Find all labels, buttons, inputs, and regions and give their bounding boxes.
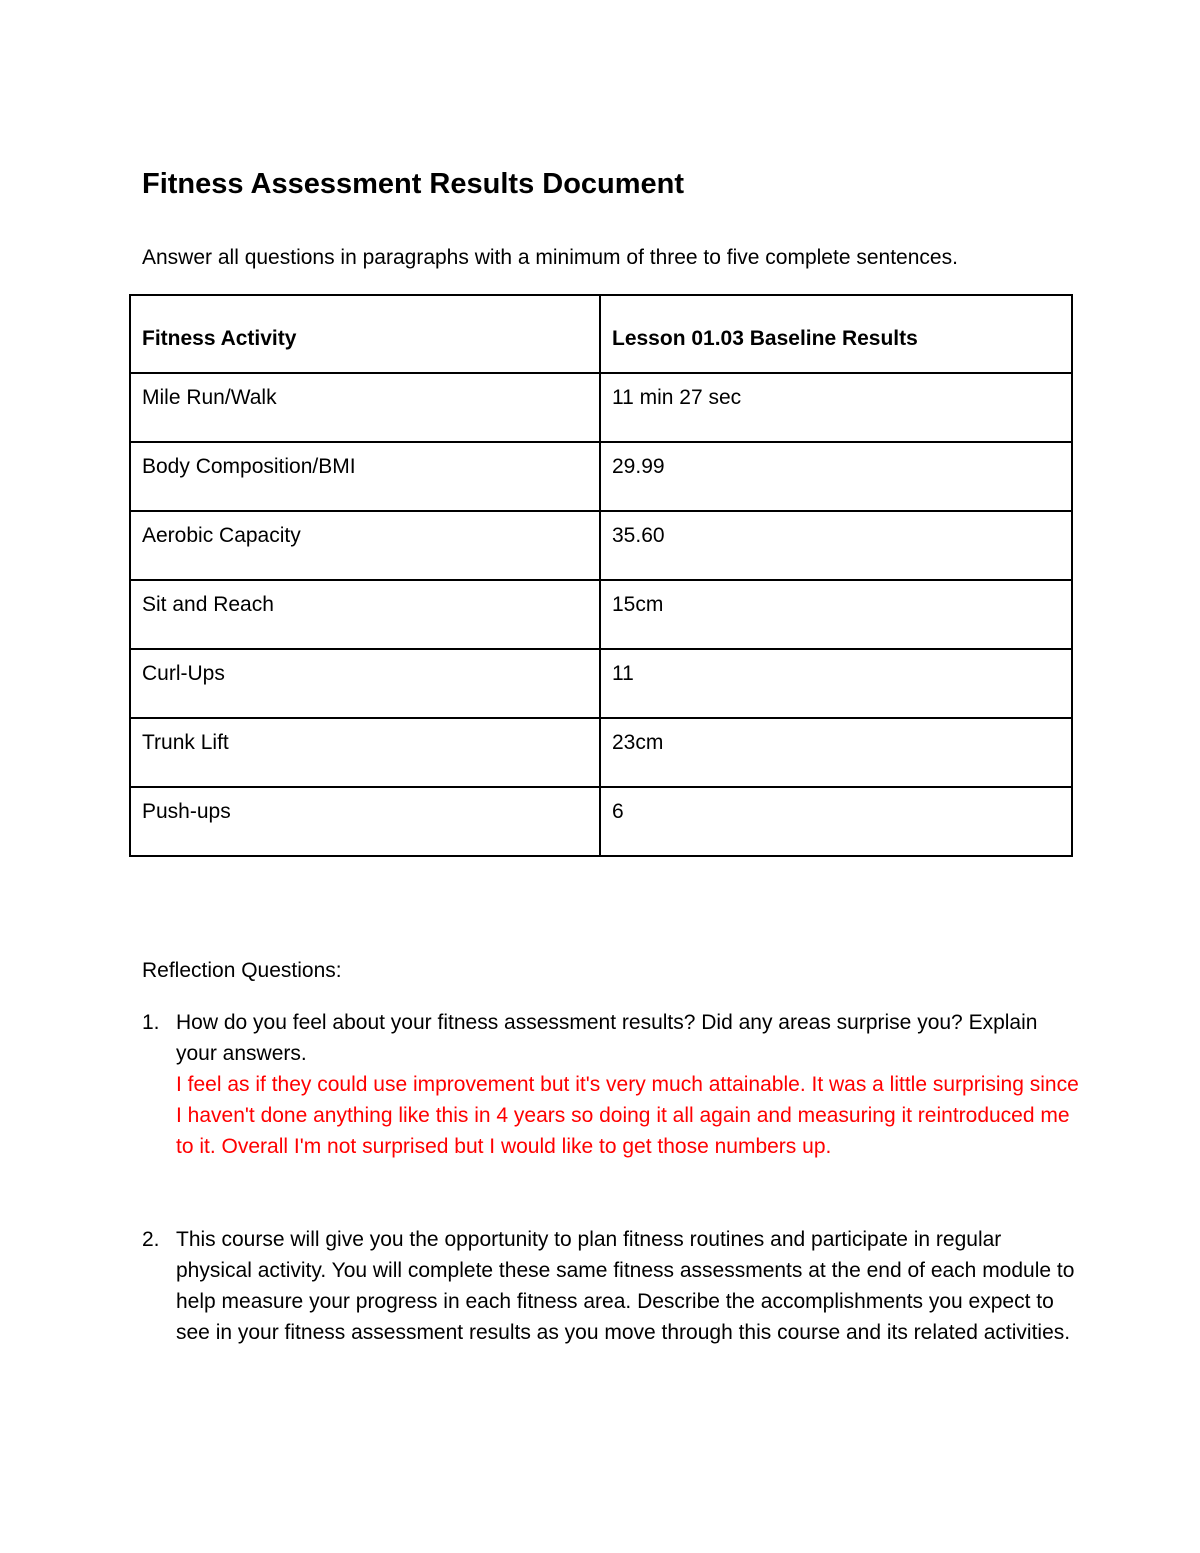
question-number: 2. xyxy=(142,1228,160,1251)
result-cell: 11 min 27 sec xyxy=(600,373,1072,442)
header-baseline-results: Lesson 01.03 Baseline Results xyxy=(600,295,1072,373)
table-row xyxy=(130,373,1072,442)
question-number: 1. xyxy=(142,1011,160,1034)
activity-cell: Aerobic Capacity xyxy=(130,511,600,580)
activity-cell: Body Composition/BMI xyxy=(130,442,600,511)
result-cell: 15cm xyxy=(600,580,1072,649)
answer-text: I feel as if they could use improvement but it's very much attainable. It was a little surprising since I haven't done anything like this in 4 years so doing it all again and measuring it reintroduced me to it. Overall I'm not surprised but I would like to get those numbers up. xyxy=(176,1073,1079,1158)
activity-cell: Mile Run/Walk xyxy=(130,373,600,442)
instructions-text: Answer all questions in paragraphs with a minimum of three to five complete sentences. xyxy=(142,246,958,269)
reflection-question-2 xyxy=(142,1224,1082,1348)
table-row xyxy=(130,787,1072,856)
table-row xyxy=(130,511,1072,580)
question-text: How do you feel about your fitness assessment results? Did any areas surprise you? Explain your answers. xyxy=(176,1011,1038,1065)
table-row xyxy=(130,718,1072,787)
result-cell: 6 xyxy=(600,787,1072,856)
activity-cell: Curl-Ups xyxy=(130,649,600,718)
reflection-heading: Reflection Questions: xyxy=(142,959,342,982)
table-header-row xyxy=(130,295,1072,373)
activity-cell: Trunk Lift xyxy=(130,718,600,787)
header-fitness-activity: Fitness Activity xyxy=(130,295,600,373)
table-row xyxy=(130,442,1072,511)
result-cell: 11 xyxy=(600,649,1072,718)
activity-cell: Push-ups xyxy=(130,787,600,856)
document-title: Fitness Assessment Results Document xyxy=(142,168,685,200)
reflection-question-1 xyxy=(142,1007,1082,1162)
table-row xyxy=(130,580,1072,649)
table-row xyxy=(130,649,1072,718)
question-text: This course will give you the opportunity to plan fitness routines and participate in regular physical activity. You will complete these same fitness assessments at the end of each module to help measure your progress in each fitness area. Describe the accomplishments you expect to see in your fitness assessment results as you move through this course and its related activities. xyxy=(176,1228,1075,1344)
result-cell: 23cm xyxy=(600,718,1072,787)
activity-cell: Sit and Reach xyxy=(130,580,600,649)
result-cell: 29.99 xyxy=(600,442,1072,511)
result-cell: 35.60 xyxy=(600,511,1072,580)
fitness-results-table xyxy=(129,294,1073,857)
